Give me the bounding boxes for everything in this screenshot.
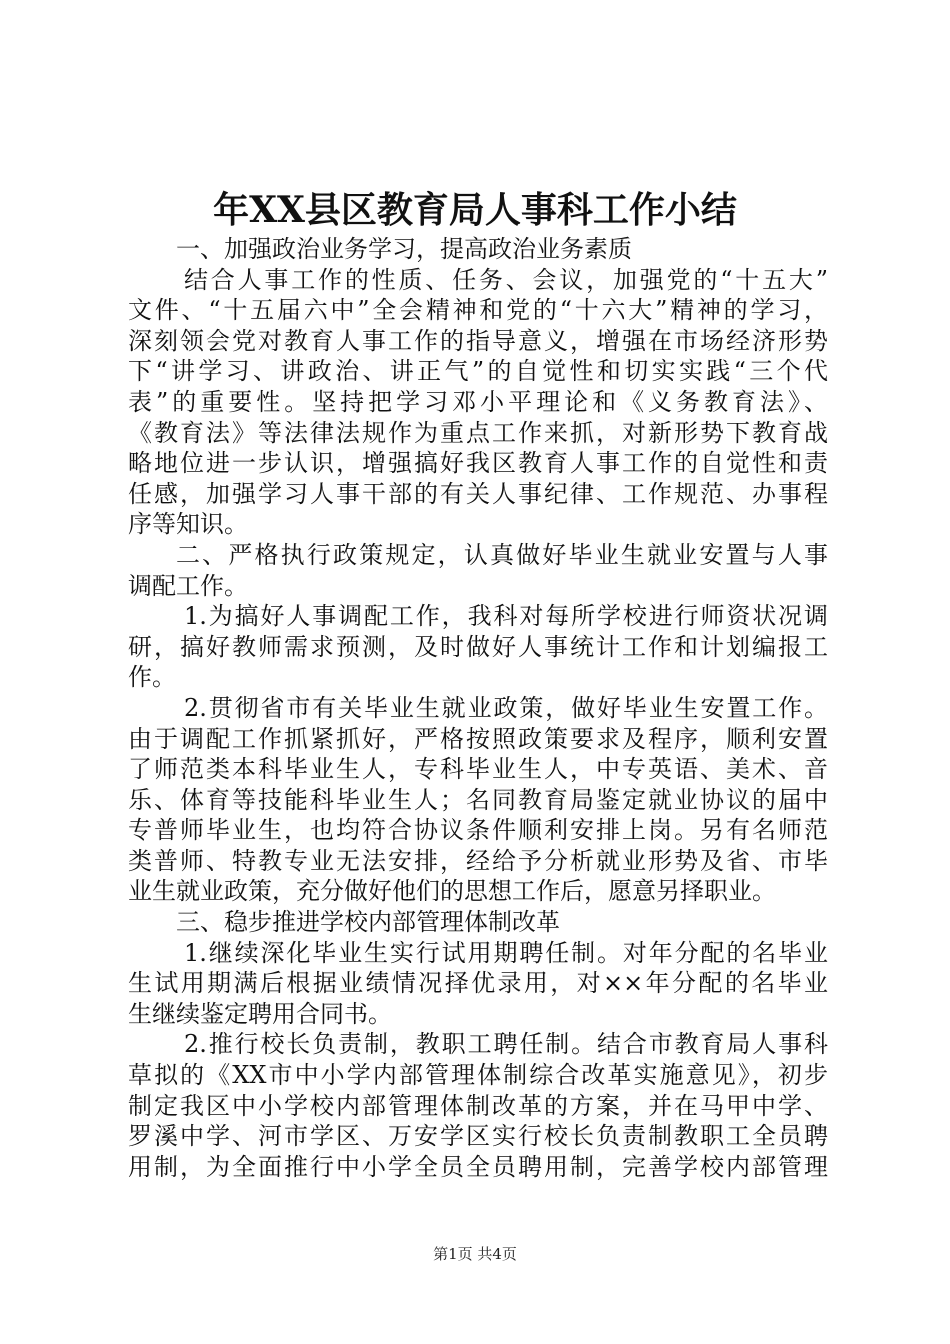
paragraph-line: 《教育法》等法律法规作为重点工作来抓，对新形势下教育战 — [128, 418, 828, 447]
paragraph-line: 2.推行校长负责制，教职工聘任制。结合市教育局人事科 — [184, 1030, 828, 1059]
paragraph-line: 制定我区中小学校内部管理体制改革的方案，并在马甲中学、 — [128, 1091, 828, 1120]
paragraph-line: 2.贯彻省市有关毕业生就业政策，做好毕业生安置工作。 — [184, 693, 828, 722]
paragraph-line: 表”的重要性。坚持把学习邓小平理论和《义务教育法》、 — [128, 387, 828, 416]
page-number-footer: 第1页 共4页 — [433, 1245, 517, 1263]
document-body — [128, 234, 828, 1182]
section-heading-1: 一、加强政治业务学习，提高政治业务素质 — [176, 235, 632, 263]
paragraph-line: 1.为搞好人事调配工作，我科对每所学校进行师资状况调 — [184, 602, 828, 631]
paragraph-line: 类普师、特教专业无法安排，经给予分析就业形势及省、市毕 — [128, 846, 828, 875]
section-heading-3: 三、稳步推进学校内部管理体制改革 — [176, 908, 560, 937]
paragraph-line: 业生就业政策，充分做好他们的思想工作后，愿意另择职业。 — [128, 877, 776, 906]
paragraph-line: 深刻领会党对教育人事工作的指导意义，增强在市场经济形势 — [128, 326, 828, 355]
section-heading-2: 二、严格执行政策规定，认真做好毕业生就业安置与人事 — [176, 540, 828, 569]
paragraph-line: 任感，加强学习人事干部的有关人事纪律、工作规范、办事程 — [128, 479, 828, 508]
paragraph-line: 生试用期满后根据业绩情况择优录用，对××年分配的名毕业 — [128, 969, 828, 998]
paragraph-line: 乐、体育等技能科毕业生人；名同教育局鉴定就业协议的届中 — [128, 785, 828, 814]
paragraph-line: 调配工作。 — [128, 571, 248, 600]
paragraph-line: 略地位进一步认识，增强搞好我区教育人事工作的自觉性和责 — [128, 449, 828, 478]
paragraph-line: 了师范类本科毕业生人，专科毕业生人，中专英语、美术、音 — [128, 755, 828, 784]
paragraph-line: 生继续鉴定聘用合同书。 — [128, 999, 392, 1028]
paragraph-line: 文件、“十五届六中”全会精神和党的“十六大”精神的学习， — [128, 296, 828, 325]
paragraph-line: 作。 — [128, 663, 176, 692]
paragraph-line: 罗溪中学、河市学区、万安学区实行校长负责制教职工全员聘 — [128, 1122, 828, 1151]
paragraph-line: 结合人事工作的性质、任务、会议，加强党的“十五大” — [184, 265, 828, 294]
paragraph-line: 专普师毕业生，也均符合协议条件顺利安排上岗。另有名师范 — [128, 816, 828, 845]
paragraph-line: 研，搞好教师需求预测，及时做好人事统计工作和计划编报工 — [128, 632, 828, 661]
document-title: 年XX县区教育局人事科工作小结 — [213, 189, 737, 231]
paragraph-line: 用制，为全面推行中小学全员全员聘用制，完善学校内部管理 — [128, 1152, 828, 1181]
paragraph-line: 下“讲学习、讲政治、讲正气”的自觉性和切实实践“三个代 — [128, 357, 828, 386]
paragraph-line: 草拟的《XX市中小学内部管理体制综合改革实施意见》，初步 — [128, 1061, 828, 1090]
paragraph-line: 序等知识。 — [128, 510, 248, 539]
paragraph-line: 由于调配工作抓紧抓好，严格按照政策要求及程序，顺利安置 — [128, 724, 828, 753]
paragraph-line: 1.继续深化毕业生实行试用期聘任制。对年分配的名毕业 — [184, 938, 828, 967]
